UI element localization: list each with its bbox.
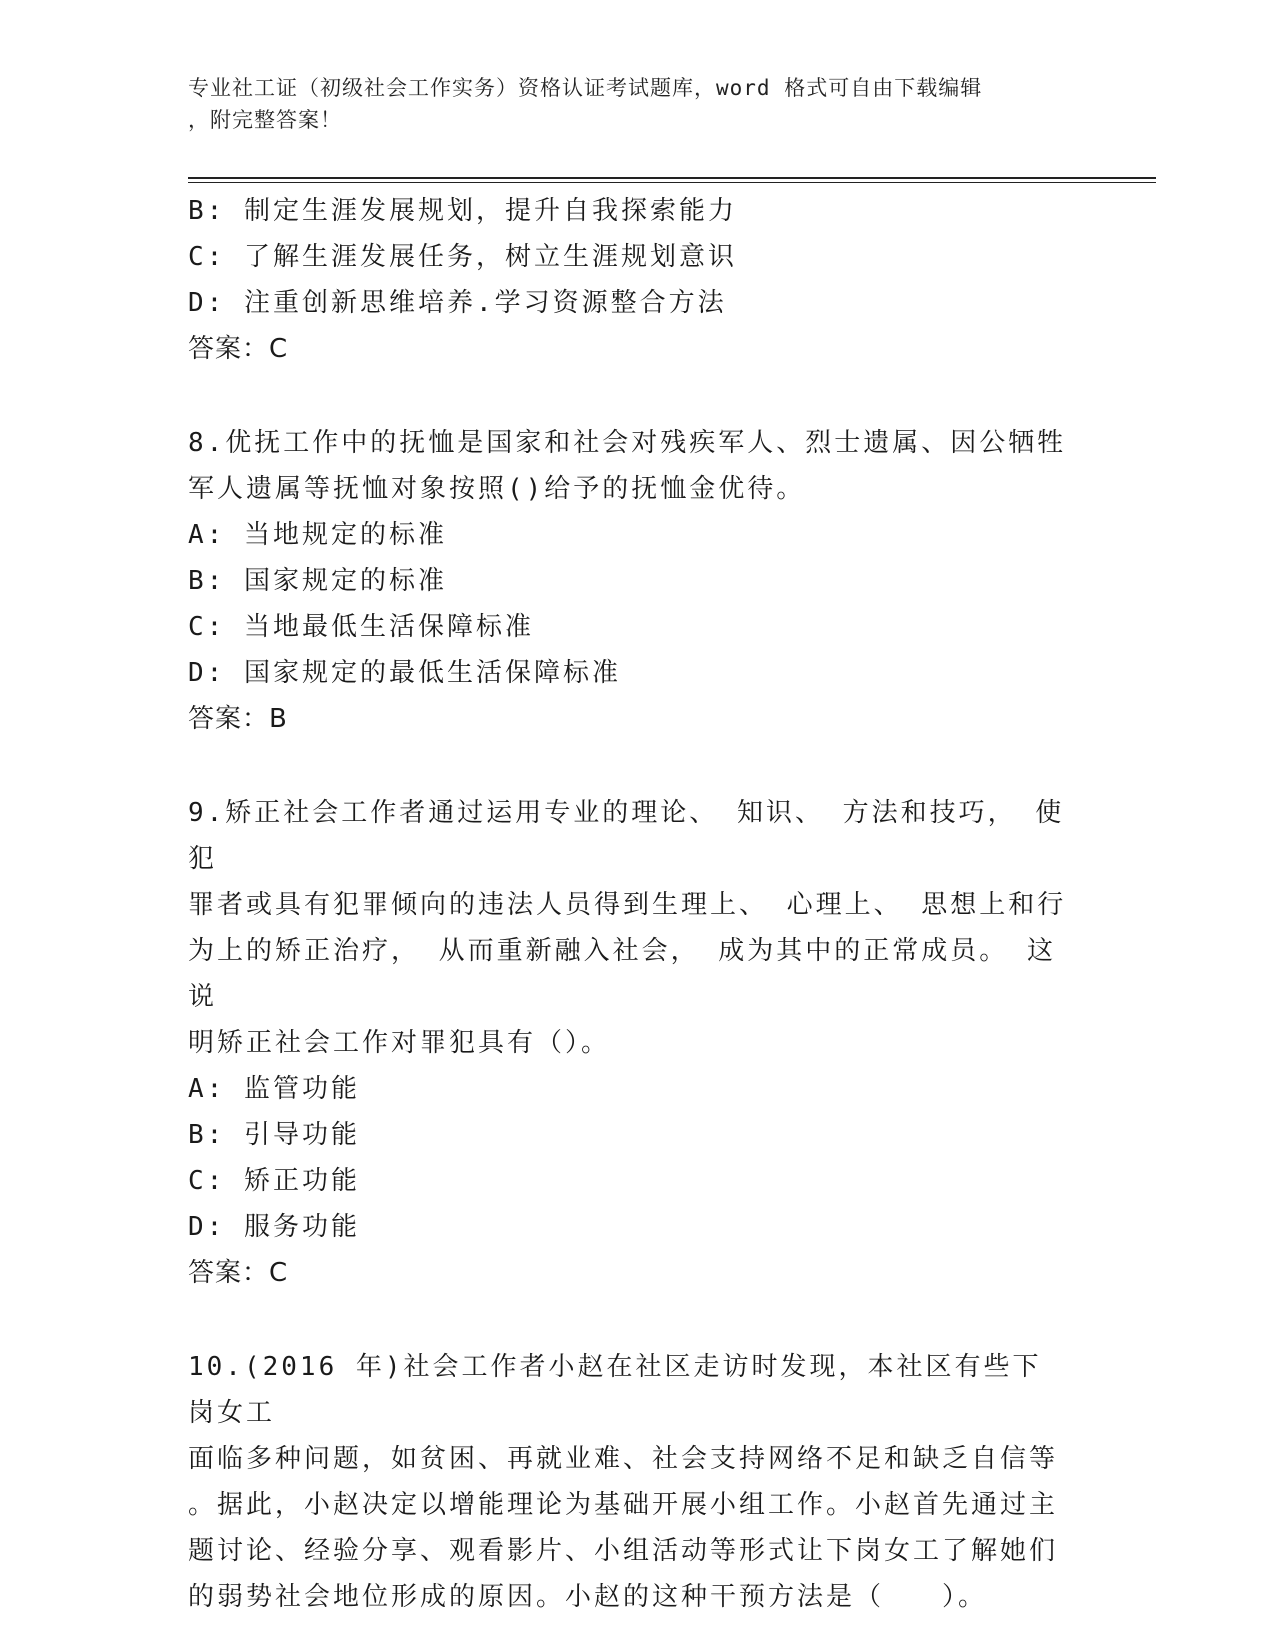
q8-option-a: A: 当地规定的标准 bbox=[188, 520, 447, 550]
q8-stem-line-1: 8.优抚工作中的抚恤是国家和社会对残疾军人、烈士遗属、因公牺牲 bbox=[188, 428, 1067, 458]
q7-answer: 答案：C bbox=[188, 334, 289, 364]
question-10 bbox=[188, 1344, 1088, 1620]
q9-option-c: C: 矫正功能 bbox=[188, 1166, 360, 1196]
q10-stem-line-2: 面临多种问题，如贫困、再就业难、社会支持网络不足和缺乏自信等 bbox=[188, 1444, 1059, 1474]
question-8 bbox=[188, 420, 1088, 742]
q8-answer: 答案：B bbox=[188, 704, 288, 734]
q10-stem-line-3: 。据此，小赵决定以增能理论为基础开展小组工作。小赵首先通过主 bbox=[188, 1490, 1059, 1520]
q8-option-d: D: 国家规定的最低生活保障标准 bbox=[188, 658, 621, 688]
q9-answer: 答案：C bbox=[188, 1258, 289, 1288]
header-line-2: ，附完整答案！ bbox=[188, 108, 342, 132]
q9-option-d: D: 服务功能 bbox=[188, 1212, 360, 1242]
q10-stem-line-1: 10.(2016 年)社会工作者小赵在社区走访时发现，本社区有些下岗女工 bbox=[188, 1352, 1042, 1428]
question-list bbox=[188, 188, 1088, 1620]
q9-stem-line-3: 为上的矫正治疗， 从而重新融入社会， 成为其中的正常成员。 这说 bbox=[188, 936, 1056, 1012]
header-line-1: 专业社工证（初级社会工作实务）资格认证考试题库，word 格式可自由下载编辑 bbox=[188, 76, 983, 100]
document-header bbox=[188, 72, 1088, 136]
q10-stem-line-5: 的弱势社会地位形成的原因。小赵的这种干预方法是（ ）。 bbox=[188, 1582, 988, 1612]
q9-option-b: B: 引导功能 bbox=[188, 1120, 360, 1150]
question-9 bbox=[188, 790, 1088, 1296]
q7-option-d: D: 注重创新思维培养.学习资源整合方法 bbox=[188, 288, 727, 318]
q9-stem bbox=[188, 790, 1068, 1066]
q10-stem bbox=[188, 1344, 1068, 1620]
q8-option-b: B: 国家规定的标准 bbox=[188, 566, 447, 596]
q9-stem-line-1: 9.矫正社会工作者通过运用专业的理论、 知识、 方法和技巧， 使犯 bbox=[188, 798, 1065, 874]
q7-option-b: B: 制定生涯发展规划，提升自我探索能力 bbox=[188, 196, 737, 226]
q9-stem-line-4: 明矫正社会工作对罪犯具有（）。 bbox=[188, 1028, 611, 1058]
q8-stem bbox=[188, 420, 1068, 512]
q8-stem-line-2: 军人遗属等抚恤对象按照()给予的抚恤金优待。 bbox=[188, 474, 806, 504]
question-7-tail bbox=[188, 188, 1088, 372]
q10-stem-line-4: 题讨论、经验分享、观看影片、小组活动等形式让下岗女工了解她们 bbox=[188, 1536, 1059, 1566]
q8-option-c: C: 当地最低生活保障标准 bbox=[188, 612, 534, 642]
header-rule-thick bbox=[188, 177, 1156, 179]
q9-option-a: A: 监管功能 bbox=[188, 1074, 360, 1104]
q7-option-c: C: 了解生涯发展任务，树立生涯规划意识 bbox=[188, 242, 737, 272]
header-rule-thin bbox=[188, 182, 1156, 183]
q9-stem-line-2: 罪者或具有犯罪倾向的违法人员得到生理上、 心理上、 思想上和行 bbox=[188, 890, 1067, 920]
